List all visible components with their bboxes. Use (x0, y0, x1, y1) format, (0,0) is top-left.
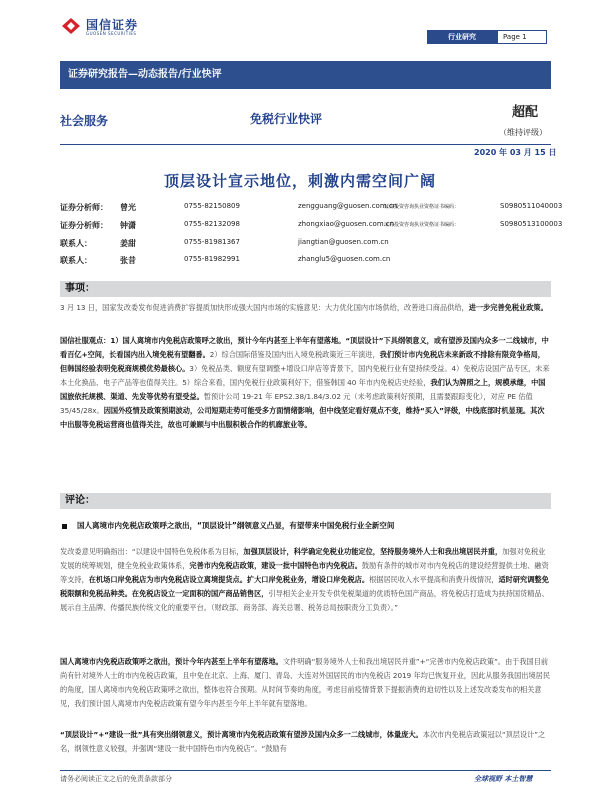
body-text: 文件明确“服务境外人士和我出境居民并重”+“完善市内免税店政策”。由于我国目前尚有针对境外人士的市内免税店政策，且中免在北京、上海、厦门、青岛、大连对外国居民的市内免税店 2019 年均已恢复开业，因此从服务我国出境居民的角度，国人离境市内免税店政策呼之欲出，整体也符合预期。从时间节奏的角度，考虑目前疫情背景下提振消费的迫切性以及上述发改委发布的相关意见，我们预计国人离境市内免税店政策有望今年内甚至今年上半年就有望落地。 (60, 657, 551, 708)
analyst-email[interactable]: zhanglu5@guosen.com.cn (298, 255, 391, 263)
comment-heading: 评论： (60, 493, 551, 509)
body-text: 引导相关企业开发专供免税渠道的优质特色国产商品，将免税店打造成为扶持国货精品、展示自主品牌、传播民族传统文化的重要平台。（财政部、商务部、海关总署、税务总局按职责分工负责）。” (60, 589, 549, 612)
summary-point-2-emphasis: 我们预计市内免税店未来新政不排除有限竞争格局，但韩国经验表明免税商规模优势最核心。 (60, 350, 545, 373)
sector-label: 社会服务 (60, 114, 109, 128)
analyst-phone: 0755-81982991 (184, 255, 240, 263)
body-text-emphasis: 完善市内免税店政策，建设一批中国特色市内免税店。 (189, 561, 362, 570)
body-text: 根据居民收入水平提高和消费升级情况， (369, 575, 499, 584)
guosen-logo-icon (60, 16, 82, 36)
analyst-email[interactable]: jiangtian@guosen.com.cn (298, 238, 389, 246)
analyst-row (60, 202, 563, 214)
body-text-emphasis: 加强顶层设计，科学确定免税业功能定位，坚持服务境外人士和我出境居民并重， (243, 547, 503, 556)
body-paragraph-2 (60, 655, 551, 711)
report-type-band: 证券研究报告—动态报告/行业快评 (60, 61, 551, 89)
headline: 顶层设计宣示地位，刺激内需空间广阔 (163, 172, 436, 190)
analyst-row (60, 238, 551, 250)
body-paragraph-1 (60, 545, 551, 615)
analyst-cert-label: 证券投资咨询执业资格证书编码： (384, 222, 460, 228)
analyst-name: 姜甜 (120, 239, 136, 248)
summary-point-4-emphasis: 因国外疫情及政策预期波动，公司短期走势可能受多方面情绪影响，但中线坚定看好观点不变，维持“买入”评级，中线底部时机显现。其次中出服等免税运营商也值得关注，故也可兼顾与中出服积极合作的机廊旅业等。 (60, 406, 545, 429)
analyst-cert: S0980511040003 (500, 202, 563, 210)
events-paragraph (60, 301, 551, 315)
report-date: 2020 年 03 月 15 日 (474, 148, 557, 157)
events-text: 3 月 13 日，国家发改委发布促进消费扩容提质加快形成强大国内市场的实施意见：大力优化国内市场供给，改善进口商品供给， (60, 303, 469, 312)
body-text-emphasis: 在机场口岸免税店为市内免税店设立离境提货点。扩大口岸免税业务，增设口岸免税店。 (88, 575, 370, 584)
analyst-phone: 0755-81981367 (184, 238, 240, 246)
bullet-heading (60, 520, 551, 531)
summary-point-2: 2）综合国际借鉴及国内出入境免税政策近三年演进， (209, 350, 380, 359)
rating-note: （维持评级） (499, 128, 547, 137)
analyst-email[interactable]: zengguang@guosen.com.cn (298, 202, 398, 210)
analyst-role: 联系人： (60, 239, 92, 248)
analyst-name: 钟潇 (120, 221, 136, 230)
summary-point-1: 1）国人离境市内免税店政策呼之欲出，预计今年内甚至上半年有望落地。“顶层设计”下具纲领意义，或有望涉及国内众多一二线城市，中看百亿+空间，长看国内出入境免税有望翻番。 (60, 336, 549, 359)
analyst-row (60, 220, 563, 232)
analyst-phone: 0755-82132098 (184, 220, 240, 228)
date-divider (60, 144, 551, 145)
analyst-role: 证券分析师： (60, 203, 108, 212)
rating: 超配 (512, 105, 539, 120)
body-text: 发改委意见明确指出：“以建设中国特色免税体系为目标， (60, 547, 244, 556)
summary-point-3-emphasis: 我们认为牌照之上，规模承继，中国国旅依托规模、渠道、先发等优势有望受益。 (60, 378, 546, 401)
analyst-name: 曾光 (120, 203, 136, 212)
analyst-role: 联系人： (60, 256, 92, 265)
footer-divider (60, 770, 551, 771)
analyst-role: 证券分析师： (60, 221, 108, 230)
body-paragraph-3 (60, 728, 551, 756)
brand-name-en: GUOSEN SECURITIES (86, 31, 137, 36)
body-text-emphasis: 国人离境市内免税店政策呼之欲出，预计今年内甚至上半年有望落地。 (60, 657, 283, 666)
analyst-name: 张昔 (120, 256, 136, 265)
square-bullet-icon (62, 524, 67, 529)
analyst-cert: S0980513100003 (500, 220, 563, 228)
body-text-emphasis: “顶层设计”+“建设一批”具有突出纲领意义，预计离境市内免税店政策有望涉及国内众多一二线城市，体量庞大。 (60, 730, 423, 739)
events-heading: 事项： (60, 281, 551, 297)
summary-point-4: 暂预计公司 19-21 年 EPS2.38/1.84/3.02 元（未考虑政策利好预期，且需要跟踪变化），对应 PE 估值 35/45/28x。 (60, 392, 533, 415)
summary-label: 国信社服观点： (60, 336, 111, 345)
bullet-heading-text: 国人离境市内免税店政策呼之欲出，“顶层设计”纲领意义凸显，有望带来中国免税行业全新空间 (77, 521, 395, 530)
report-category-tag: 行业研究 (427, 30, 497, 44)
report-title: 免税行业快评 (250, 112, 323, 126)
footer-slogan: 全球视野 本土智慧 (474, 775, 533, 783)
body-text: 加强对免税业发展的统筹规划，健全免税业政策体系， (60, 547, 546, 570)
page-number: Page 1 (497, 30, 547, 44)
analyst-phone: 0755-82150809 (184, 202, 240, 210)
footer-disclaimer: 请务必阅读正文之后的免责条款部分 (60, 775, 172, 783)
body-text: 鼓励有条件的城市对市内免税店的建设经营提供土地、融资等支持， (60, 561, 549, 584)
analyst-row (60, 255, 551, 267)
body-text: 本次市内免税店政策冠以“顶层设计”之名，纲领性意义较强，并强调“建设一批中国特色市内免税店”。“鼓励有 (60, 730, 546, 753)
body-text-emphasis: 适时研究调整免税限额和免税品种类。在免税店设立一定面积的国产商品销售区， (60, 575, 549, 598)
brand-name: 国信证券 (86, 18, 139, 32)
summary-point-3: 3）免税品类、额度有望调整+增设口岸店等背景下，国内免税行业有望持续受益。4）免税店设国产品专区，未来本土化换品、电子产品等也值得关注。5）综合来看，国内免税行业政策利好下，借鉴韩国 40 年市内免税店史经验， (60, 364, 550, 387)
summary-paragraph (60, 334, 551, 432)
events-text-emphasis: 进一步完善免税业政策。 (468, 303, 548, 312)
analyst-email[interactable]: zhongxiao@guosen.com.cn (298, 220, 395, 228)
analyst-cert-label: 证券投资咨询执业资格证书编码： (384, 204, 460, 210)
